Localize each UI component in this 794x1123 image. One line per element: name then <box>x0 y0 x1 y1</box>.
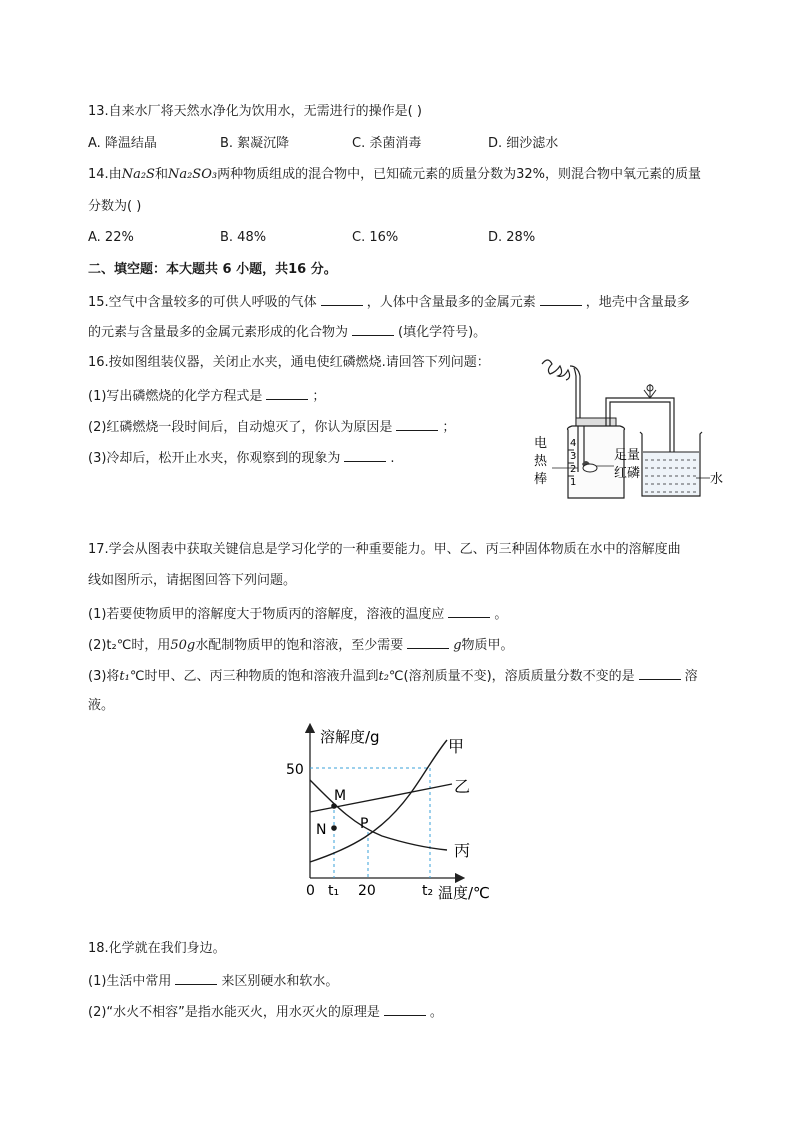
y-axis-label: 溶解度/g <box>320 728 380 746</box>
q16-blank-3[interactable] <box>344 448 386 462</box>
q16-sub2: (2)红磷燃烧一段时间后，自动熄灭了，你认为原因是 ； <box>88 417 455 437</box>
q13-option-b[interactable]: B. 絮凝沉降 <box>220 136 290 151</box>
q17-sub2: (2)t₂℃时，用50g水配制物质甲的饱和溶液，至少需要 g物质甲。 <box>88 635 514 655</box>
point-n <box>331 825 337 831</box>
series-label-bing: 丙 <box>454 841 471 860</box>
q15-blank-1[interactable] <box>321 292 363 306</box>
apparatus-figure <box>528 352 728 502</box>
q18-sub1: (1)生活中常用 来区别硬水和软水。 <box>88 971 338 991</box>
q16-sub3: (3)冷却后，松开止水夹，你观察到的现象为 . <box>88 448 395 468</box>
point-m <box>331 803 337 809</box>
bottle-mark-1: 1 <box>570 477 577 488</box>
water-label: 水 <box>710 472 724 487</box>
q15-blank-2[interactable] <box>540 292 582 306</box>
q17-line1: 17.学会从图表中获取关键信息是学习化学的一种重要能力。甲、乙、丙三种固体物质在水中的溶解度曲 <box>88 542 681 557</box>
q16-sub1: (1)写出磷燃烧的化学方程式是 ； <box>88 386 325 406</box>
q18-blank-2[interactable] <box>384 1002 426 1016</box>
bottle-mark-2: 2 <box>570 464 577 475</box>
bottle-mark-4: 4 <box>570 438 577 449</box>
y-tick-50: 50 <box>286 762 304 778</box>
heater-label-2: 热 <box>534 454 548 469</box>
solubility-chart <box>282 722 512 904</box>
series-label-yi: 乙 <box>454 777 471 796</box>
q16-blank-2[interactable] <box>396 417 438 431</box>
q18-stem: 18.化学就在我们身边。 <box>88 941 226 956</box>
point-p-label: P <box>360 816 369 832</box>
q16-blank-1[interactable] <box>266 386 308 400</box>
q14-option-d[interactable]: D. 28% <box>488 230 536 245</box>
point-n-label: N <box>316 822 327 838</box>
x-tick-0: 0 <box>306 883 315 899</box>
curve-bing <box>310 780 447 850</box>
q17-sub1: (1)若要使物质甲的溶解度大于物质丙的溶解度，溶液的温度应 。 <box>88 604 507 624</box>
q15-line2: 的元素与含量最多的金属元素形成的化合物为 (填化学符号)。 <box>88 322 486 342</box>
q14-option-a[interactable]: A. 22% <box>88 230 134 245</box>
heater-label-3: 棒 <box>534 472 548 487</box>
q17-line2: 线如图所示，请据图回答下列问题。 <box>88 573 297 588</box>
q14-stem-line2: 分数为( ) <box>88 199 142 214</box>
q18-sub2: (2)“水火不相容”是指水能灭火，用水灭火的原理是 。 <box>88 1002 443 1022</box>
x-tick-t1: t₁ <box>328 883 340 899</box>
phosphorus-label-2: 红磷 <box>614 466 641 481</box>
x-tick-t2: t₂ <box>422 883 434 899</box>
q15-line1: 15.空气中含量较多的可供人呼吸的气体 ，人体中含量最多的金属元素 ，地壳中含量最多 <box>88 292 690 312</box>
q17-blank-2[interactable] <box>407 635 449 649</box>
series-label-jia: 甲 <box>448 737 465 756</box>
q14-formula-na2s: Na₂S <box>121 167 155 182</box>
bottle-mark-3: 3 <box>570 451 577 462</box>
q14-stem-line1: 14.由Na₂S和Na₂SO₃两种物质组成的混合物中，已知硫元素的质量分数为32%，则混合物中氧元素的质量 <box>88 167 701 182</box>
q13-option-d[interactable]: D. 细沙滤水 <box>488 136 559 151</box>
q15-blank-3[interactable] <box>352 322 394 336</box>
section-heading: 二、填空题：本大题共 6 小题，共16 分。 <box>88 262 337 277</box>
q17-sub3: (3)将t₁℃时甲、乙、丙三种物质的饱和溶液升温到t₂℃(溶剂质量不变)，溶质质量分数不变的是 溶 <box>88 666 698 686</box>
q16-stem: 16.按如图组装仪器，关闭止水夹，通电使红磷燃烧.请回答下列问题： <box>88 355 490 370</box>
q13-stem: 13.自来水厂将天然水净化为饮用水，无需进行的操作是( ) <box>88 104 422 119</box>
phosphorus-label-1: 足量 <box>614 448 641 463</box>
heater-label-1: 电 <box>534 436 548 451</box>
q17-blank-3[interactable] <box>639 666 681 680</box>
x-tick-20: 20 <box>358 883 376 899</box>
q18-blank-1[interactable] <box>175 971 217 985</box>
q17-sub3-cont: 液。 <box>88 698 115 713</box>
point-m-label: M <box>334 788 347 804</box>
q13-option-c[interactable]: C. 杀菌消毒 <box>352 136 422 151</box>
q14-formula-na2so3: Na₂SO₃ <box>167 167 218 182</box>
x-axis-label: 温度/℃ <box>438 884 490 902</box>
q17-blank-1[interactable] <box>448 604 490 618</box>
q13-option-a[interactable]: A. 降温结晶 <box>88 136 157 151</box>
q14-option-c[interactable]: C. 16% <box>352 230 399 245</box>
q14-option-b[interactable]: B. 48% <box>220 230 267 245</box>
curve-yi <box>310 784 452 812</box>
